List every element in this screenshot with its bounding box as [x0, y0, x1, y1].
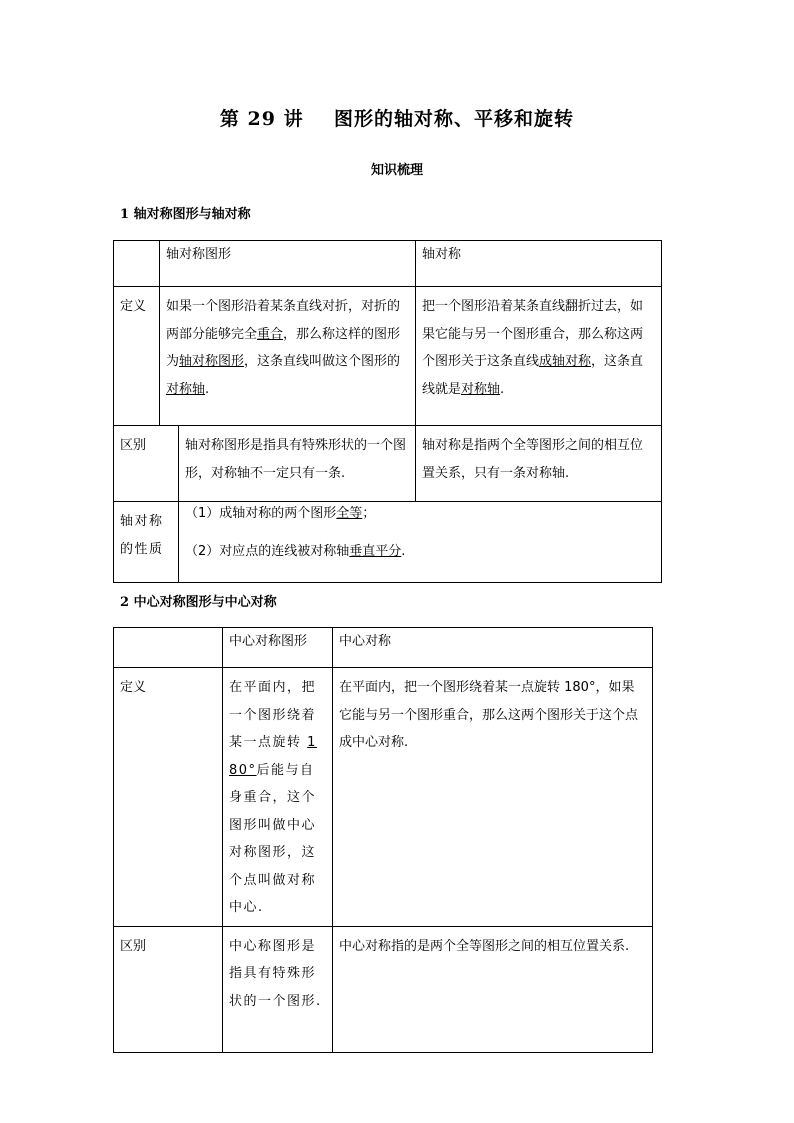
section1-heading: 1 轴对称图形与轴对称 — [120, 207, 251, 222]
header-empty-cell-2 — [114, 628, 223, 668]
term-180-degrees: 180° — [229, 735, 317, 778]
row-label-difference: 区别 — [114, 426, 179, 502]
term-axis-symmetric-figure: 轴对称图形 — [179, 354, 245, 369]
cell-axis-figure-definition: 如果一个图形沿着某条直线对折，对折的两部分能够完全重合，那么称这样的图形为轴对称图形，这条直线叫做这个图形的对称轴. — [160, 287, 416, 426]
page-title: 第 29 讲 图形的轴对称、平移和旋转 — [219, 108, 575, 130]
term-symmetry-axis: 对称轴 — [166, 381, 206, 397]
cell-central-figure-definition: 在平面内，把一个图形绕着某一点旋转 180°后能与自身重合，这个图形叫做中心对称图形，这个点叫做对称中心. — [223, 668, 333, 927]
central-symmetry-table — [113, 627, 653, 1053]
axis-symmetry-table — [113, 240, 662, 583]
header-central-symmetry: 中心对称 — [333, 628, 653, 668]
cell-central-symmetry-definition: 在平面内，把一个图形绕着某一点旋转 180°，如果它能与另一个图形重合，那么这两个图形关于这个点成中心对称. — [333, 668, 653, 927]
page-subtitle: 知识梳理 — [370, 163, 423, 178]
section2-heading: 2 中心对称图形与中心对称 — [120, 595, 277, 610]
row-label-difference-2: 区别 — [114, 926, 223, 1052]
term-symmetry-axis-2: 对称轴 — [461, 381, 501, 397]
cell-axis-symmetry-difference: 轴对称是指两个全等图形之间的相互位置关系，只有一条对称轴. — [416, 426, 662, 502]
cell-axis-figure-difference: 轴对称图形是指具有特殊形状的一个图形，对称轴不一定只有一条. — [179, 426, 416, 502]
header-empty-cell — [114, 241, 160, 287]
cell-properties: （1）成轴对称的两个图形全等； （2）对应点的连线被对称轴垂直平分. — [179, 502, 662, 583]
header-axis-symmetric-figure: 轴对称图形 — [160, 241, 416, 287]
term-coincide: 重合 — [257, 326, 284, 342]
cell-axis-symmetry-definition: 把一个图形沿着某条直线翻折过去，如果它能与另一个图形重合，那么称这两个图形关于这条直线成轴对称，这条直线就是对称轴. — [416, 287, 662, 426]
row-label-definition: 定义 — [114, 287, 160, 426]
term-perpendicular-bisector: 垂直平分 — [349, 544, 402, 559]
header-axis-symmetry: 轴对称 — [416, 241, 662, 287]
header-central-symmetric-figure: 中心对称图形 — [223, 628, 333, 668]
term-axis-symmetric: 成轴对称 — [539, 354, 592, 369]
cell-central-symmetry-difference: 中心对称指的是两个全等图形之间的相互位置关系. — [333, 926, 653, 1052]
term-congruent: 全等 — [336, 506, 363, 521]
row-label-properties: 轴对称的性质 — [114, 502, 179, 583]
cell-central-figure-difference: 中心称图形是指具有特殊形状的一个图形. — [223, 926, 333, 1052]
row-label-definition-2: 定义 — [114, 668, 223, 927]
